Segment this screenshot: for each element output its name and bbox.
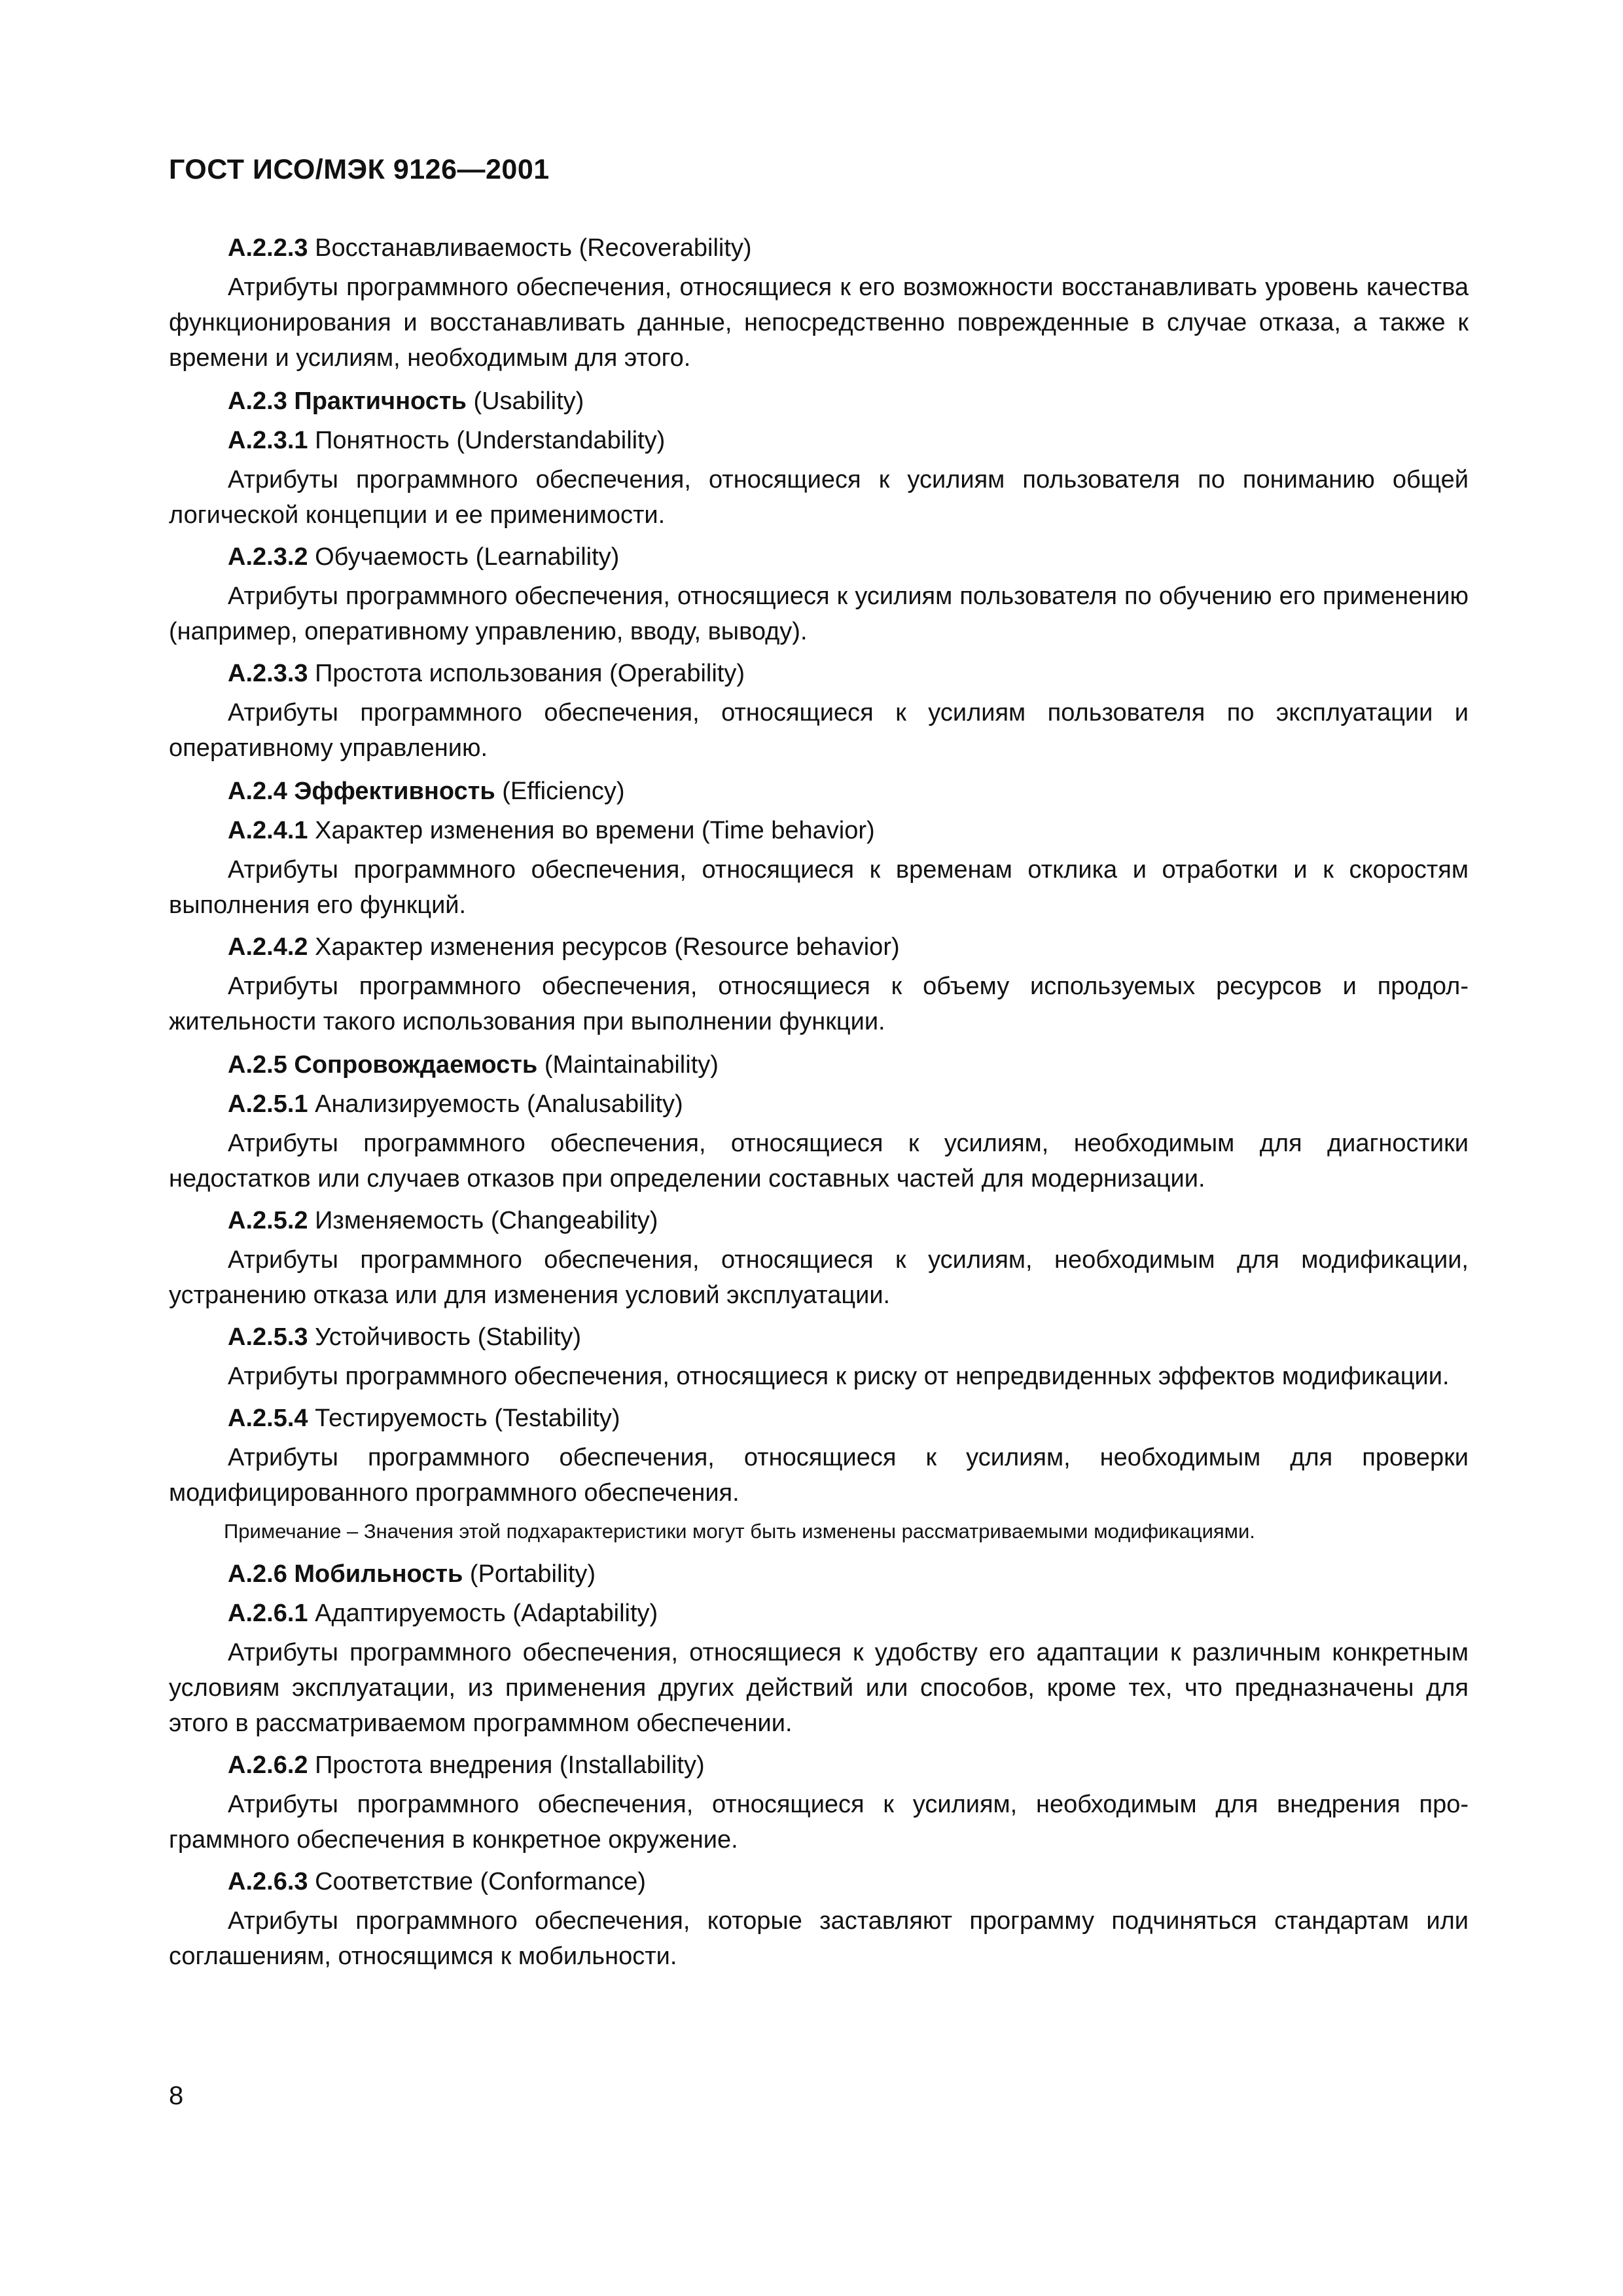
section-number: А.2.5 [228,1051,287,1079]
clause-title-en: (Testability) [494,1405,620,1432]
clause-text-a261: Атрибуты программного обеспечения, относящиеся к удобству его адаптации к различным конкретным условиям эксплуатации, из применения других действий или способов, кроме тех, что предназначены для этого в рассматриваемом программном обеспечении. [169,1639,1469,1737]
clause-title: Адаптируемость [315,1600,506,1627]
clause-text-a231: Атрибуты программного обеспечения, относящиеся к усилиям пользователя по пониманию общей логической концепции и ее применимости. [169,466,1469,529]
clause-number: А.2.6.2 [228,1751,308,1779]
clause-text-a254: Атрибуты программного обеспечения, относящиеся к усилиям, необходимым для проверки модифицированного программного обеспечения. [169,1444,1469,1507]
document-header: ГОСТ ИСО/МЭК 9126—2001 [169,154,550,185]
clause-title-en: (Resource behavior) [674,933,900,961]
clause-title-en: (Understandability) [456,427,666,454]
clause-title: Простота внедрения [315,1751,553,1779]
clause-title-en: (Analusability) [527,1090,683,1118]
section-title-en: (Efficiency) [502,778,625,805]
clause-heading-a223 [169,230,1469,266]
clause-number: А.2.6.1 [228,1600,308,1627]
clause-number: А.2.3.2 [228,543,308,571]
clause-number: А.2.5.3 [228,1323,308,1351]
clause-text-a251: Атрибуты программного обеспечения, относящиеся к усилиям, необходимым для диагностики недостатков или случаев отказов при определении составных частей для модернизации. [169,1130,1469,1193]
clause-title: Соответствие [315,1868,473,1895]
section-title-en: (Usability) [473,387,584,415]
clause-text-a263: Атрибуты программного обеспечения, которые заставляют программу подчиняться стандартам или соглашениям, относящимся к мобильности. [169,1907,1469,1970]
clause-heading-a253 [169,1319,1469,1355]
clause-heading-a231 [169,423,1469,458]
clause-text-a252: Атрибуты программного обеспечения, относящиеся к усилиям, необходимым для модификации, устранению отказа или для изменения условий эксплуатации. [169,1246,1469,1309]
clause-title-en: (Recoverability) [579,234,752,262]
clause-number: А.2.4.1 [228,817,308,844]
clause-heading-a263 [169,1864,1469,1899]
clause-title: Восстанавливаемость [315,234,573,262]
clause-heading-a254 [169,1401,1469,1436]
clause-number: А.2.4.2 [228,933,308,961]
section-heading-a24 [169,774,1469,809]
section-heading-a26 [169,1556,1469,1592]
page-number: 8 [169,2081,184,2110]
section-number: А.2.6 [228,1560,287,1588]
clause-title: Устойчивость [315,1323,471,1351]
clause-number: А.2.6.3 [228,1868,308,1895]
clause-number: А.2.5.4 [228,1405,308,1432]
section-title: Эффективность [294,778,495,805]
clause-number: А.2.5.1 [228,1090,308,1118]
section-heading-a23 [169,384,1469,419]
clause-title: Понятность [315,427,450,454]
clause-number: А.2.5.2 [228,1207,308,1234]
section-title: Практичность [294,387,467,415]
clause-title: Изменяемость [315,1207,484,1234]
clause-title-en: (Conformance) [480,1868,646,1895]
clause-text-a242: Атрибуты программного обеспечения, относящиеся к объему используемых ресурсов и продолжительности такого использования при выполнении функции. [169,973,1469,1035]
clause-text-a233: Атрибуты программного обеспечения, относящиеся к усилиям пользователя по эксплуатации и оперативному управлению. [169,699,1469,762]
clause-text-a232: Атрибуты программного обеспечения, относящиеся к усилиям пользователя по обучению его применению (например, оперативному управлению, вводу, выводу). [169,583,1469,645]
clause-heading-a251 [169,1086,1469,1122]
clause-heading-a252 [169,1203,1469,1238]
section-title: Мобильность [294,1560,463,1588]
clause-heading-a232 [169,539,1469,575]
clause-title-en: (Stability) [477,1323,582,1351]
section-title: Сопровождаемость [294,1051,538,1079]
section-title-en: (Maintainability) [544,1051,719,1079]
clause-text-a241: Атрибуты программного обеспечения, относящиеся к временам отклика и отработки и к скоростям выполнения его функций. [169,856,1469,919]
clause-title-en: (Installability) [559,1751,705,1779]
clause-title: Характер изменения во времени [315,817,695,844]
section-number: А.2.3 [228,387,287,415]
clause-number: А.2.3.3 [228,660,308,687]
section-heading-a25 [169,1047,1469,1083]
clause-heading-a262 [169,1748,1469,1783]
clause-text-a262: Атрибуты программного обеспечения, относящиеся к усилиям, необходимым для внедрения программного обеспечения в конкретное окружение. [169,1791,1469,1854]
document-body [169,230,1469,1981]
clause-title: Простота использования [315,660,603,687]
section-title-en: (Portability) [469,1560,596,1588]
clause-title: Обучаемость [315,543,469,571]
note-a254: Примечание – Значения этой подхарактеристики могут быть изменены рассматриваемыми модификациями. [224,1520,1255,1543]
clause-text-a253: Атрибуты программного обеспечения, относящиеся к риску от непредвиденных эффектов модификации. [228,1363,1450,1390]
clause-title: Характер изменения ресурсов [315,933,668,961]
clause-title-en: (Operability) [609,660,745,687]
clause-title-en: (Learnability) [475,543,620,571]
clause-title-en: (Time behavior) [702,817,875,844]
clause-title-en: (Adaptability) [512,1600,658,1627]
clause-heading-a241 [169,813,1469,848]
clause-number: А.2.2.3 [228,234,308,262]
clause-heading-a261 [169,1596,1469,1631]
clause-title-en: (Changeability) [490,1207,658,1234]
section-number: А.2.4 [228,778,287,805]
clause-title: Тестируемость [315,1405,488,1432]
clause-number: А.2.3.1 [228,427,308,454]
clause-text-a223: Атрибуты программного обеспечения, относящиеся к его возможности восстанавливать уровень качества функционирования и восстанавливать данные, непосредственно поврежденные в случае отказа, а также к времени и усилиям, необходимым для этого. [169,274,1469,372]
clause-heading-a242 [169,929,1469,965]
clause-title: Анализируемость [315,1090,520,1118]
clause-heading-a233 [169,656,1469,691]
